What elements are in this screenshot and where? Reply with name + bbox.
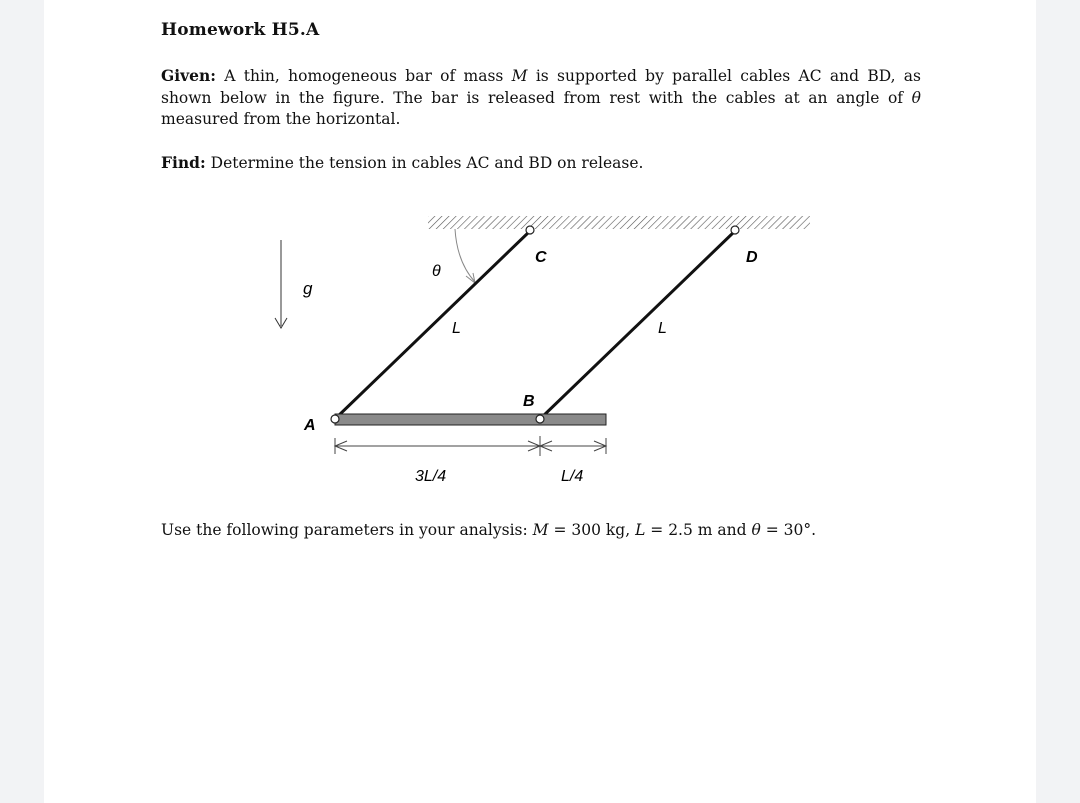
pin-a (331, 415, 339, 423)
find-label: Find: (161, 153, 206, 172)
dimension-right-label: L/4 (561, 468, 584, 485)
page-title: Homework H5.A (161, 20, 320, 40)
dimension-left-label: 3L/4 (415, 468, 447, 485)
point-b-label: B (523, 393, 535, 410)
params-text-1: Use the following parameters in your analysis: (161, 521, 533, 539)
cable-bd (540, 231, 735, 419)
params-eq-3: = 30°. (760, 521, 817, 539)
params-eq-2: = 2.5 m and (645, 521, 752, 539)
gravity-label: g (303, 279, 313, 298)
theta-label: θ (432, 263, 441, 280)
params-eq-1: = 300 kg, (548, 521, 636, 539)
given-label: Given: (161, 66, 216, 85)
pin-d (731, 226, 739, 234)
angle-arc (455, 229, 475, 283)
point-d-label: D (746, 249, 758, 266)
params-var-theta: θ (751, 521, 761, 539)
given-text-3: measured from the horizontal. (161, 110, 401, 128)
cable-ac (335, 231, 530, 419)
bar (335, 414, 606, 425)
cable-ac-length-label: L (452, 320, 461, 337)
find-text: Determine the tension in cables AC and BD on release. (205, 154, 644, 172)
point-c-label: C (535, 249, 547, 266)
point-a-label: A (304, 417, 316, 434)
given-text-1: A thin, homogeneous bar of mass (215, 67, 512, 85)
cable-bd-length-label: L (658, 320, 667, 337)
given-text-2: is supported by parallel cables AC and BD, as shown below in the figure. The bar is released from rest with the cables at an angle of (161, 67, 921, 107)
given-var-m: M (511, 67, 528, 85)
pin-c (526, 226, 534, 234)
params-var-l: L (635, 521, 646, 539)
dimension-lines (335, 436, 606, 456)
pin-b (536, 415, 544, 423)
gravity-arrow-icon (275, 240, 287, 328)
ceiling-support (428, 216, 810, 229)
given-var-theta: θ (911, 88, 921, 107)
params-var-m: M (532, 521, 549, 539)
